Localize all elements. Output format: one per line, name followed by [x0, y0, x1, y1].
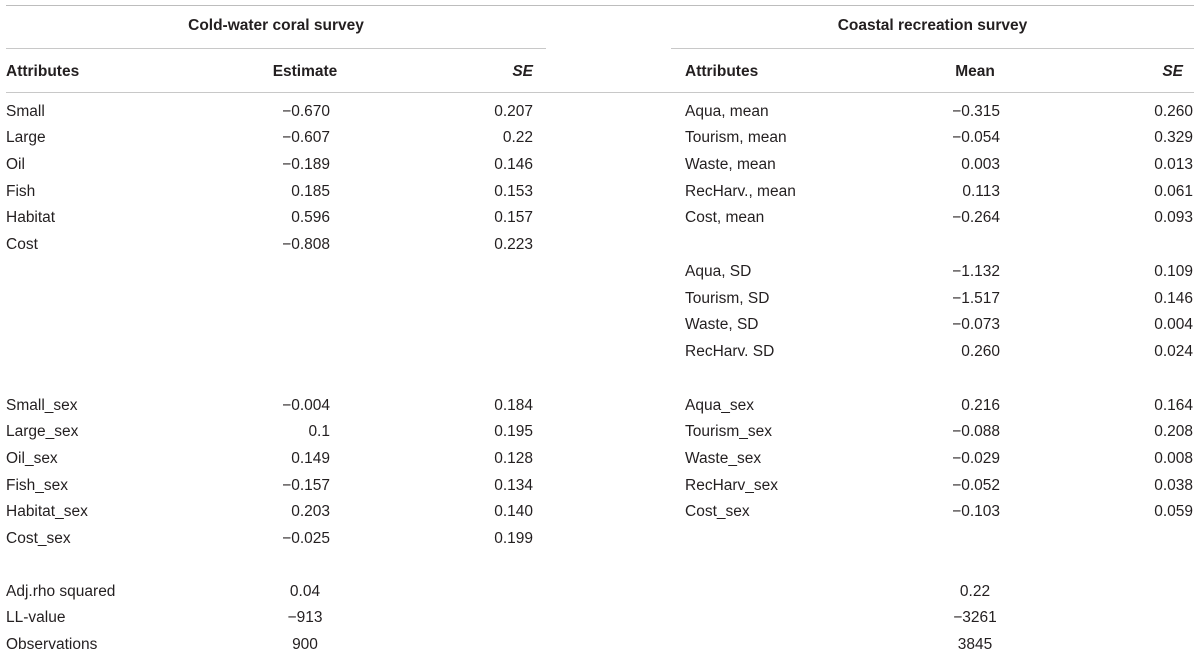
se-value: 0.134 [494, 477, 533, 494]
fit-value: −913 [287, 609, 323, 626]
fit-value: −3261 [953, 609, 997, 626]
se-value: 0.013 [1154, 156, 1193, 173]
mean-value: 0.260 [961, 343, 1000, 360]
table-row [0, 502, 1200, 522]
estimate-value: −0.004 [282, 397, 330, 414]
attribute-name: Large_sex [6, 423, 79, 440]
se-value: 0.207 [494, 103, 533, 120]
mean-value: 0.216 [961, 397, 1000, 414]
attribute-name: Waste, SD [685, 316, 759, 333]
attribute-name: Habitat_sex [6, 503, 88, 520]
mean-value: −0.054 [952, 129, 1000, 146]
table-row [0, 262, 1200, 282]
table-row [0, 102, 1200, 122]
attribute-name: Small_sex [6, 397, 78, 414]
attribute-name: Cost [6, 236, 38, 253]
estimate-value: 0.203 [291, 503, 330, 520]
attribute-name: Small [6, 103, 45, 120]
fit-value: 0.22 [959, 583, 991, 600]
right-header-se: SE [1162, 63, 1183, 80]
right-header-mean: Mean [955, 63, 995, 80]
se-value: 0.109 [1154, 263, 1193, 280]
attribute-name: Tourism_sex [685, 423, 772, 440]
right-title-rule [671, 48, 1194, 49]
estimate-value: −0.025 [282, 530, 330, 547]
table-row [0, 128, 1200, 148]
table-row [0, 235, 1200, 255]
se-value: 0.061 [1154, 183, 1193, 200]
fit-label: LL-value [6, 609, 66, 626]
se-value: 0.093 [1154, 209, 1193, 226]
se-value: 0.059 [1154, 503, 1193, 520]
attribute-name: Large [6, 129, 46, 146]
mean-value: −0.052 [952, 477, 1000, 494]
se-value: 0.008 [1154, 450, 1193, 467]
se-value: 0.146 [494, 156, 533, 173]
attribute-name: Cost_sex [6, 530, 71, 547]
estimate-value: 0.149 [291, 450, 330, 467]
estimate-value: 0.1 [308, 423, 330, 440]
se-value: 0.024 [1154, 343, 1193, 360]
table-row [0, 476, 1200, 496]
se-value: 0.195 [494, 423, 533, 440]
attribute-name: Aqua, SD [685, 263, 752, 280]
estimate-value: 0.596 [291, 209, 330, 226]
right-survey-title: Coastal recreation survey [837, 17, 1028, 34]
attribute-name: RecHarv. SD [685, 343, 775, 360]
table-row [0, 208, 1200, 228]
se-value: 0.038 [1154, 477, 1193, 494]
table-top-rule [6, 5, 1194, 6]
se-value: 0.164 [1154, 397, 1193, 414]
estimate-value: −0.189 [282, 156, 330, 173]
mean-value: −0.073 [952, 316, 1000, 333]
attribute-name: Tourism, mean [685, 129, 787, 146]
attribute-name: Fish_sex [6, 477, 69, 494]
fit-row [0, 608, 1200, 628]
mean-value: −0.315 [952, 103, 1000, 120]
se-value: 0.329 [1154, 129, 1193, 146]
se-value: 0.208 [1154, 423, 1193, 440]
estimate-value: 0.185 [291, 183, 330, 200]
fit-label: Adj.rho squared [6, 583, 116, 600]
estimate-value: −0.670 [282, 103, 330, 120]
left-header-se: SE [512, 63, 533, 80]
attribute-name: RecHarv., mean [685, 183, 796, 200]
attribute-name: Fish [6, 183, 36, 200]
fit-value: 3845 [957, 636, 993, 653]
attribute-name: Aqua_sex [685, 397, 754, 414]
mean-value: −0.264 [952, 209, 1000, 226]
se-value: 0.22 [502, 129, 533, 146]
estimate-value: −0.157 [282, 477, 330, 494]
se-value: 0.146 [1154, 290, 1193, 307]
fit-value: 0.04 [289, 583, 321, 600]
se-value: 0.128 [494, 450, 533, 467]
table-row [0, 289, 1200, 309]
mean-value: −0.029 [952, 450, 1000, 467]
mean-value: −0.088 [952, 423, 1000, 440]
table-row [0, 422, 1200, 442]
right-header-attributes: Attributes [685, 63, 759, 80]
fit-value: 900 [292, 636, 318, 653]
left-header-estimate: Estimate [272, 63, 338, 80]
attribute-name: Tourism, SD [685, 290, 770, 307]
se-value: 0.157 [494, 209, 533, 226]
se-value: 0.223 [494, 236, 533, 253]
fit-label: Observations [6, 636, 98, 653]
se-value: 0.004 [1154, 316, 1193, 333]
attribute-name: Oil_sex [6, 450, 58, 467]
attribute-name: RecHarv_sex [685, 477, 779, 494]
attribute-name: Waste_sex [685, 450, 762, 467]
table-row [0, 155, 1200, 175]
mean-value: −1.132 [952, 263, 1000, 280]
mean-value: −0.103 [952, 503, 1000, 520]
attribute-name: Cost, mean [685, 209, 765, 226]
left-header-attributes: Attributes [6, 63, 80, 80]
estimate-value: −0.808 [282, 236, 330, 253]
mean-value: −1.517 [952, 290, 1000, 307]
se-value: 0.140 [494, 503, 533, 520]
se-value: 0.184 [494, 397, 533, 414]
table-row [0, 396, 1200, 416]
table-row [0, 529, 1200, 549]
se-value: 0.260 [1154, 103, 1193, 120]
attribute-name: Habitat [6, 209, 56, 226]
table-row [0, 315, 1200, 335]
fit-row [0, 635, 1200, 655]
attribute-name: Aqua, mean [685, 103, 769, 120]
estimate-value: −0.607 [282, 129, 330, 146]
attribute-name: Cost_sex [685, 503, 750, 520]
table-row [0, 342, 1200, 362]
left-survey-title: Cold-water coral survey [188, 17, 364, 34]
table-row [0, 182, 1200, 202]
table-row [0, 449, 1200, 469]
se-value: 0.199 [494, 530, 533, 547]
se-value: 0.153 [494, 183, 533, 200]
mean-value: 0.113 [962, 183, 1000, 200]
header-rule [6, 92, 1194, 93]
left-title-rule [6, 48, 546, 49]
mean-value: 0.003 [961, 156, 1000, 173]
attribute-name: Waste, mean [685, 156, 776, 173]
attribute-name: Oil [6, 156, 25, 173]
fit-row [0, 582, 1200, 602]
